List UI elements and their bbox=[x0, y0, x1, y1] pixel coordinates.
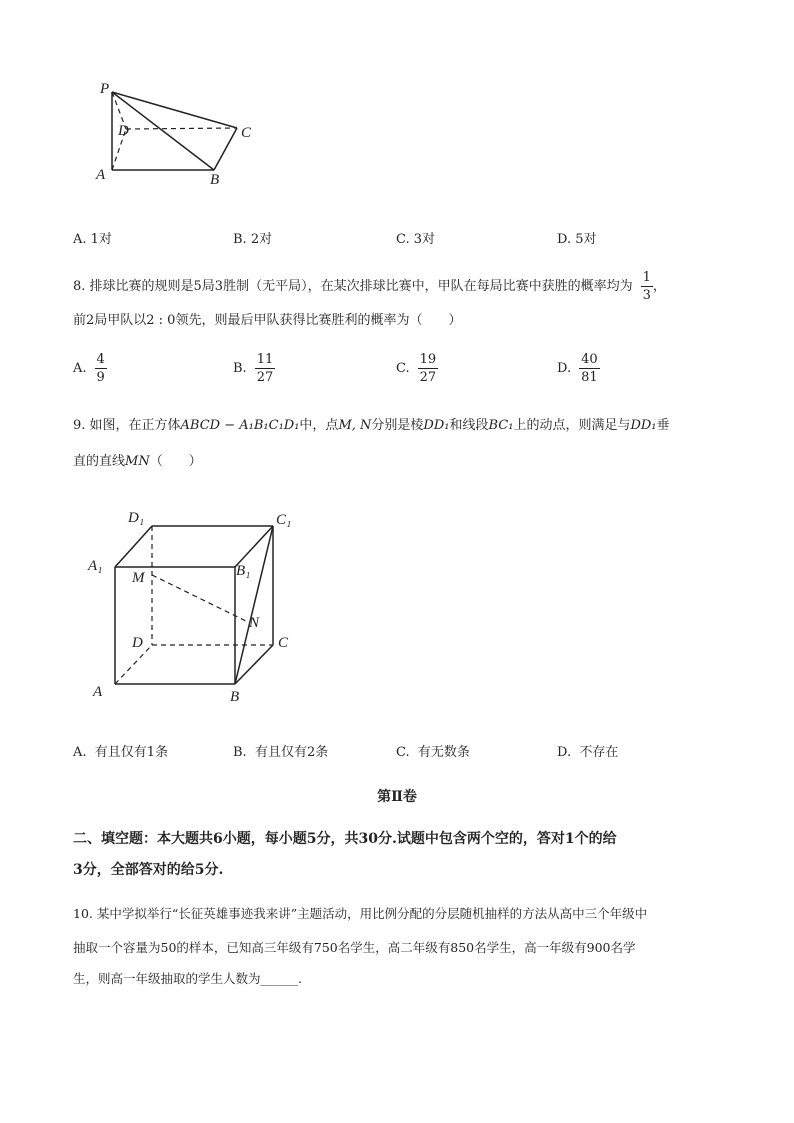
section-title: 第Ⅱ卷 bbox=[377, 789, 417, 805]
q7-option-d[interactable]: D. 5对 bbox=[557, 232, 597, 247]
q8-stem-line2 bbox=[73, 311, 723, 331]
q9-option-a[interactable]: A. 有且仅有1条 bbox=[73, 745, 169, 760]
label-A: A bbox=[93, 684, 103, 700]
label-B1: B₁ bbox=[236, 563, 251, 579]
label-A: A bbox=[96, 167, 106, 183]
section-heading-line2: 3分，全部答对的给5分. bbox=[73, 862, 224, 878]
pyramid-figure bbox=[90, 78, 260, 188]
label-P: P bbox=[100, 81, 110, 97]
label-C: C bbox=[241, 125, 252, 141]
q7-option-a[interactable]: A. 1对 bbox=[73, 232, 112, 247]
cube-figure bbox=[82, 500, 312, 710]
q8-probability-fraction: $\frac{1}{3}$ bbox=[642, 270, 651, 303]
label-B: B bbox=[210, 172, 220, 188]
section-heading-line1: 二、填空题：本大题共6小题，每小题5分，共30分.试题中包含两个空的，答对1个的给 bbox=[73, 831, 617, 847]
q8-option-c[interactable]: C. $\frac{19}{27}$ bbox=[396, 352, 437, 385]
q9-stem-line1: 9. 如图，在正方体ABCD − A₁B₁C₁D₁中，点M, N分别是棱DD₁和线段BC₁上的动点，则满足与DD₁垂 bbox=[73, 418, 670, 433]
q9-option-c[interactable]: C. 有无数条 bbox=[396, 745, 470, 760]
q10-line1: 10. 某中学拟举行“长征英雄事迹我来讲”主题活动，用比例分配的分层随机抽样的方法从高中三个年级中 bbox=[73, 906, 648, 921]
q9-option-b[interactable]: B. 有且仅有2条 bbox=[233, 745, 329, 760]
label-C1: C₁ bbox=[276, 512, 292, 528]
q8-text-2: 前2局甲队以2 : 0领先，则最后甲队获得比赛胜利的概率为（ ） bbox=[73, 313, 462, 328]
q7-option-b[interactable]: B. 2对 bbox=[233, 232, 273, 247]
label-D: D bbox=[118, 123, 129, 139]
q7-option-c[interactable]: C. 3对 bbox=[396, 232, 436, 247]
label-M: M bbox=[132, 570, 145, 586]
label-D: D bbox=[132, 635, 143, 651]
q8-stem-line1: 8. 排球比赛的规则是5局3胜制（无平局），在某次排球比赛中，甲队在每局比赛中获胜的概率均为 $\frac{1}{3}$ ， bbox=[73, 270, 666, 303]
q8-option-a[interactable]: A. $\frac{4}{9}$ bbox=[73, 352, 105, 385]
label-A1: A₁ bbox=[88, 558, 103, 574]
q8-text: 8. 排球比赛的规则是5局3胜制（无平局），在某次排球比赛中，甲队在每局比赛中获胜的概率均为 bbox=[73, 279, 633, 294]
q10-line3: 生，则高一年级抽取的学生人数为______. bbox=[73, 971, 302, 986]
label-D1: D₁ bbox=[128, 510, 145, 526]
q8-option-b[interactable]: B. $\frac{11}{27}$ bbox=[233, 352, 274, 385]
label-N: N bbox=[249, 615, 260, 631]
label-C: C bbox=[278, 635, 289, 651]
label-B: B bbox=[230, 689, 240, 705]
q10-line2: 抽取一个容量为50的样本，已知高三年级有750名学生，高二年级有850名学生，高一年级有900名学 bbox=[73, 940, 636, 955]
q9-stem-line2: 直的直线MN（ ） bbox=[73, 454, 202, 469]
q8-option-d[interactable]: D. $\frac{40}{81}$ bbox=[557, 352, 598, 385]
q9-option-d[interactable]: D. 不存在 bbox=[557, 745, 619, 760]
